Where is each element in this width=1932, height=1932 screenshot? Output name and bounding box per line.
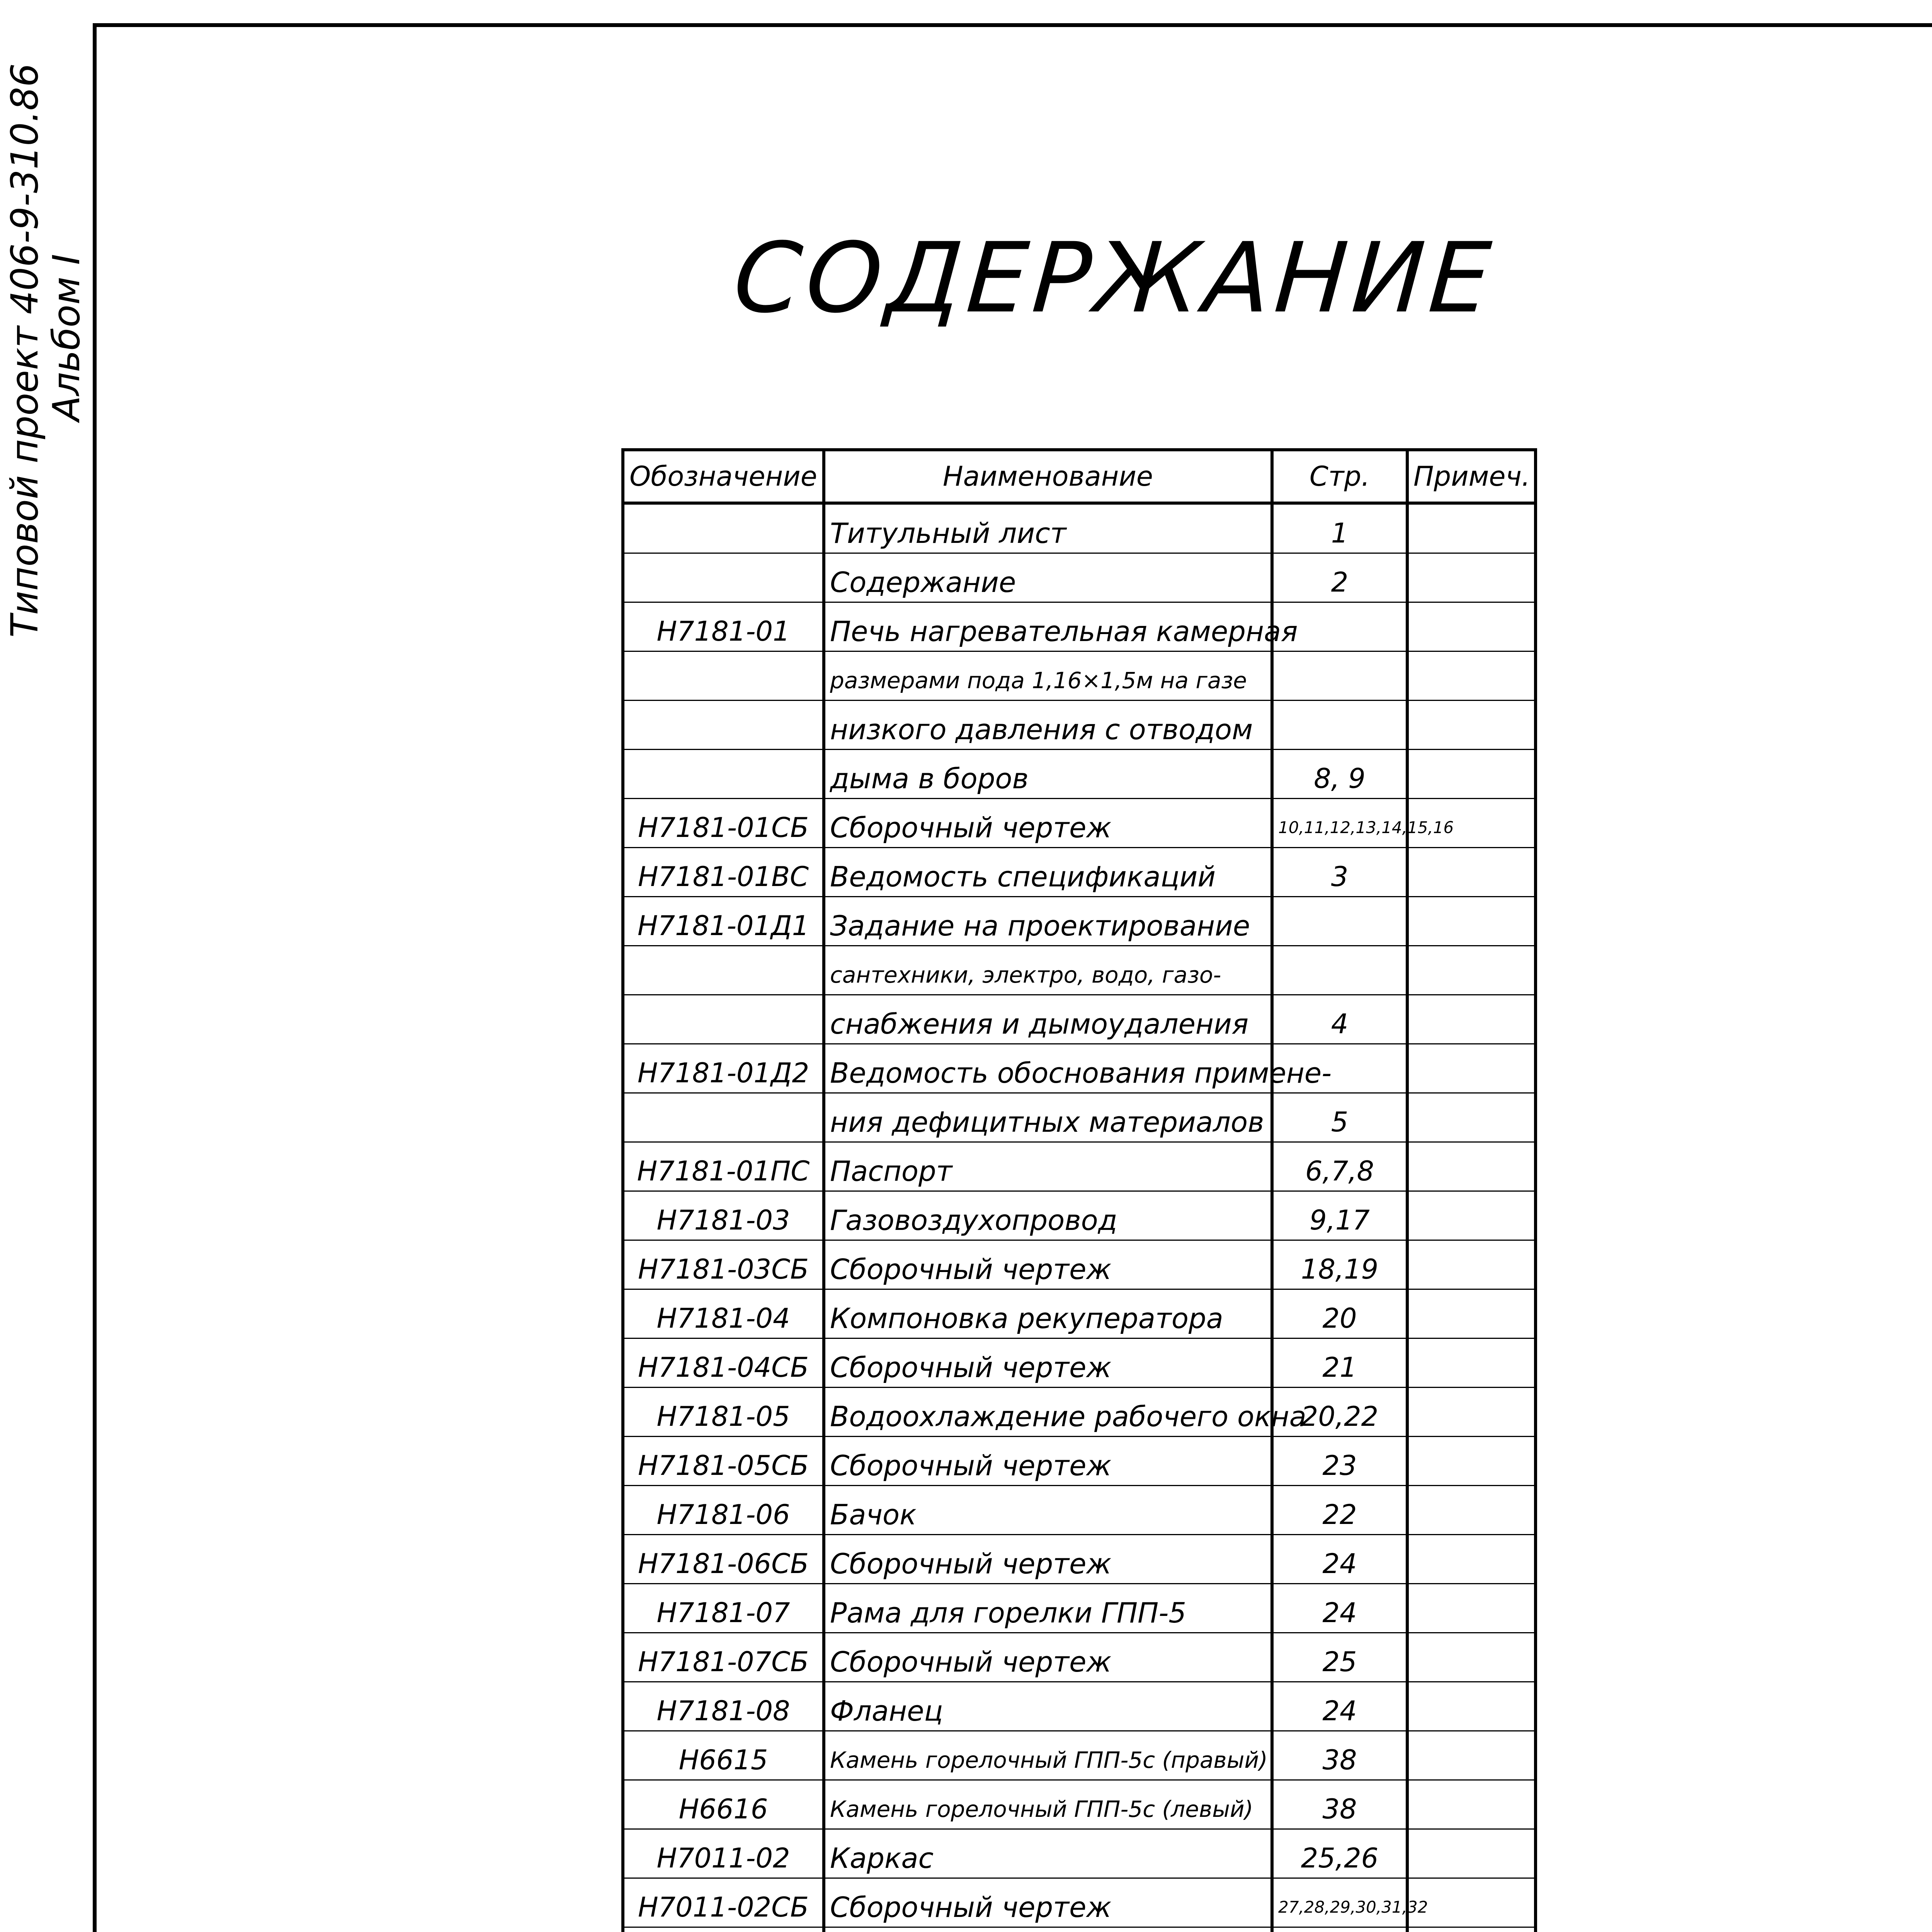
cell-name: Ведомость спецификаций [824, 848, 1272, 897]
album-label: Альбом I [45, 254, 88, 421]
cell-note [1407, 1731, 1536, 1780]
cell-code: Н6616 [623, 1780, 824, 1829]
cell-note [1407, 1142, 1536, 1191]
cell-page: 38 [1272, 1780, 1407, 1829]
table-row [623, 1486, 1536, 1535]
table-row [623, 1682, 1536, 1731]
table-row [623, 1338, 1536, 1388]
cell-page: 10,11,12,13,14,15,16 [1272, 799, 1407, 848]
table-row [623, 701, 1536, 750]
cell-name: размерами пода 1,16×1,5м на газе [824, 651, 1272, 701]
cell-name [824, 1927, 1272, 1932]
table-row [623, 1142, 1536, 1191]
cell-code: Н7181-01Д2 [623, 1044, 824, 1093]
cell-code: Н7181-07 [623, 1584, 824, 1633]
cell-note [1407, 750, 1536, 799]
table-row [623, 1633, 1536, 1682]
cell-page: 22 [1272, 1486, 1407, 1535]
cell-code: Н7181-05СБ [623, 1437, 824, 1486]
cell-name: Титульный лист [824, 503, 1272, 553]
cell-page: 4 [1272, 995, 1407, 1044]
cell-note [1407, 1191, 1536, 1240]
cell-code: Н7181-06СБ [623, 1535, 824, 1584]
cell-page: 9,17 [1272, 1191, 1407, 1240]
table-row [623, 503, 1536, 553]
table-row [623, 1878, 1536, 1927]
table-row [623, 651, 1536, 701]
cell-name: Сборочный чертеж [824, 1437, 1272, 1486]
cell-note [1407, 1044, 1536, 1093]
cell-code [623, 503, 824, 553]
cell-page [1272, 897, 1407, 946]
cell-note [1407, 1486, 1536, 1535]
cell-name: низкого давления с отводом [824, 701, 1272, 750]
cell-code: Н7181-01СБ [623, 799, 824, 848]
cell-page [1272, 651, 1407, 701]
table-header-row [623, 450, 1536, 503]
table-row [623, 995, 1536, 1044]
cell-code: Н6615 [623, 1731, 824, 1780]
cell-note [1407, 1584, 1536, 1633]
header-page: Стр. [1272, 450, 1407, 503]
cell-code: Н7181-01ПС [623, 1142, 824, 1191]
cell-code [623, 946, 824, 995]
table-row [623, 1780, 1536, 1829]
cell-code [623, 995, 824, 1044]
cell-page: 5 [1272, 1093, 1407, 1142]
table-row [623, 553, 1536, 602]
cell-code: Н7181-05 [623, 1388, 824, 1437]
cell-code: Н7181-06 [623, 1486, 824, 1535]
cell-note [1407, 1388, 1536, 1437]
header-designation: Обозначение [623, 450, 824, 503]
cell-note [1407, 1535, 1536, 1584]
cell-note [1407, 1682, 1536, 1731]
table-row [623, 1584, 1536, 1633]
cell-note [1407, 995, 1536, 1044]
cell-page: 2 [1272, 553, 1407, 602]
table-row [623, 1829, 1536, 1878]
cell-page: 25,26 [1272, 1829, 1407, 1878]
cell-code [623, 553, 824, 602]
cell-name: Паспорт [824, 1142, 1272, 1191]
cell-name: Содержание [824, 553, 1272, 602]
cell-note [1407, 651, 1536, 701]
cell-name: Камень горелочный ГПП-5с (правый) [824, 1731, 1272, 1780]
table-row [623, 1289, 1536, 1338]
cell-name: дыма в боров [824, 750, 1272, 799]
cell-code: Н7181-01 [623, 602, 824, 651]
cell-page: 20 [1272, 1289, 1407, 1338]
cell-note [1407, 701, 1536, 750]
cell-page: 6,7,8 [1272, 1142, 1407, 1191]
cell-code [623, 651, 824, 701]
cell-note [1407, 1633, 1536, 1682]
cell-page: 23 [1272, 1437, 1407, 1486]
cell-page: 38 [1272, 1731, 1407, 1780]
cell-note [1407, 1437, 1536, 1486]
table-row [623, 897, 1536, 946]
table-row [623, 1535, 1536, 1584]
cell-note [1407, 1338, 1536, 1388]
table-row [623, 1927, 1536, 1932]
cell-code: Н7011-02СБ [623, 1878, 824, 1927]
cell-page: 1 [1272, 503, 1407, 553]
cell-name: Задание на проектирование [824, 897, 1272, 946]
cell-name: Печь нагревательная камерная [824, 602, 1272, 651]
cell-note [1407, 848, 1536, 897]
table-row [623, 1388, 1536, 1437]
cell-name: Сборочный чертеж [824, 1878, 1272, 1927]
cell-page: 21 [1272, 1338, 1407, 1388]
cell-name: Компоновка рекуператора [824, 1289, 1272, 1338]
table-row [623, 1044, 1536, 1093]
cell-page: 24 [1272, 1584, 1407, 1633]
cell-name: Сборочный чертеж [824, 1535, 1272, 1584]
cell-code: Н7181-07СБ [623, 1633, 824, 1682]
table-row [623, 848, 1536, 897]
page-title: СОДЕРЖАНИЕ [730, 222, 1499, 334]
cell-page: 25 [1272, 1633, 1407, 1682]
cell-page [1272, 1927, 1407, 1932]
cell-page: 8, 9 [1272, 750, 1407, 799]
contents-table [621, 448, 1537, 1932]
cell-note [1407, 946, 1536, 995]
cell-page [1272, 946, 1407, 995]
cell-name: Сборочный чертеж [824, 1633, 1272, 1682]
cell-name: снабжения и дымоудаления [824, 995, 1272, 1044]
cell-code: Н7181-04СБ [623, 1338, 824, 1388]
cell-code [623, 750, 824, 799]
cell-code [623, 701, 824, 750]
cell-code: Н7181-04 [623, 1289, 824, 1338]
cell-name: Сборочный чертеж [824, 1240, 1272, 1289]
cell-page: 24 [1272, 1682, 1407, 1731]
cell-note [1407, 553, 1536, 602]
cell-note [1407, 1829, 1536, 1878]
header-name: Наименование [824, 450, 1272, 503]
cell-note [1407, 1289, 1536, 1338]
table-row [623, 1731, 1536, 1780]
table-row [623, 1437, 1536, 1486]
cell-code [623, 1093, 824, 1142]
cell-code: Н7181-03СБ [623, 1240, 824, 1289]
header-note: Примеч. [1407, 450, 1536, 503]
cell-name: Бачок [824, 1486, 1272, 1535]
cell-note [1407, 602, 1536, 651]
cell-name: Рама для горелки ГПП-5 [824, 1584, 1272, 1633]
cell-name: сантехники, электро, водо, газо- [824, 946, 1272, 995]
cell-name: Камень горелочный ГПП-5с (левый) [824, 1780, 1272, 1829]
table-row [623, 1093, 1536, 1142]
cell-code: Н7181-08 [623, 1682, 824, 1731]
cell-note [1407, 1927, 1536, 1932]
cell-page: 24 [1272, 1535, 1407, 1584]
cell-note [1407, 1780, 1536, 1829]
project-number-label: Типовой проект 406-9-310.86 [3, 63, 46, 638]
cell-page: 18,19 [1272, 1240, 1407, 1289]
side-project-label [3, 63, 97, 638]
cell-code: Н7181-03 [623, 1191, 824, 1240]
cell-name: Каркас [824, 1829, 1272, 1878]
cell-name: Сборочный чертеж [824, 799, 1272, 848]
table-row [623, 1191, 1536, 1240]
cell-note [1407, 897, 1536, 946]
table-row [623, 1240, 1536, 1289]
table-row [623, 602, 1536, 651]
cell-page: 20,22 [1272, 1388, 1407, 1437]
cell-name: Водоохлаждение рабочего окна [824, 1388, 1272, 1437]
cell-page: 3 [1272, 848, 1407, 897]
cell-page [1272, 701, 1407, 750]
cell-name: Газовоздухопровод [824, 1191, 1272, 1240]
cell-note [1407, 503, 1536, 553]
cell-code: Н7011-02 [623, 1829, 824, 1878]
cell-name: ния дефицитных материалов [824, 1093, 1272, 1142]
cell-note [1407, 1240, 1536, 1289]
table-row [623, 799, 1536, 848]
cell-page: 27,28,29,30,31,32 [1272, 1878, 1407, 1927]
cell-name: Ведомость обоснования примене- [824, 1044, 1272, 1093]
table-row [623, 946, 1536, 995]
cell-name: Сборочный чертеж [824, 1338, 1272, 1388]
cell-code [623, 1927, 824, 1932]
table-row [623, 750, 1536, 799]
cell-code: Н7181-01Д1 [623, 897, 824, 946]
cell-name: Фланец [824, 1682, 1272, 1731]
cell-note [1407, 1093, 1536, 1142]
cell-code: Н7181-01ВС [623, 848, 824, 897]
